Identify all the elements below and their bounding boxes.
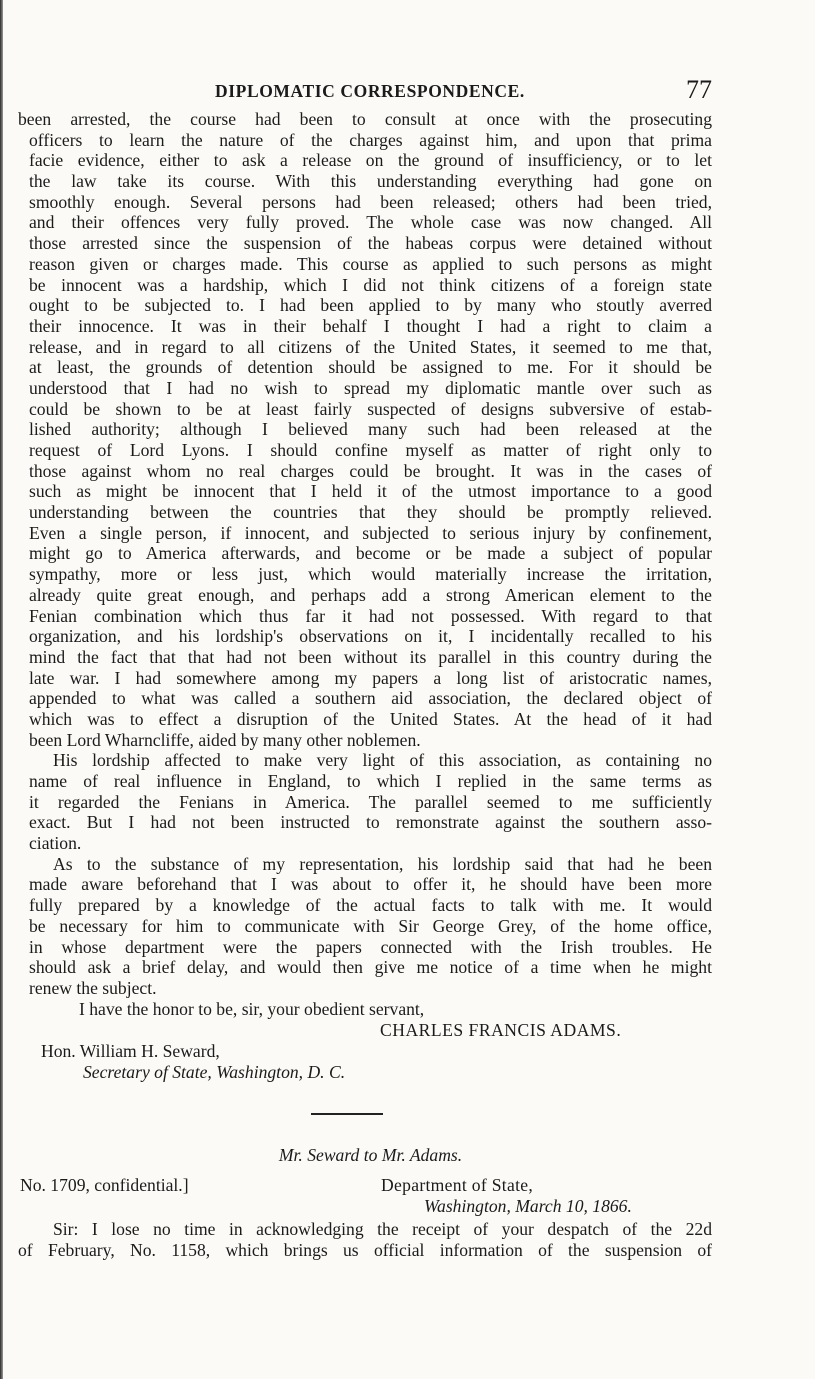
body-line: of February, No. 1158, which brings us official information of the suspension of [18, 1239, 712, 1260]
body-line: which was to effect a disruption of the United States. At the head of it had [29, 708, 712, 729]
addressee-name: Hon. William H. Seward, [41, 1041, 220, 1062]
body-line: facie evidence, either to ask a release on the ground of insufficiency, or to let [29, 150, 712, 171]
body-line: renew the subject. [29, 977, 157, 998]
body-line: ciation. [29, 833, 82, 854]
body-line: be necessary for him to communicate with Sir George Grey, of the home office, [29, 915, 712, 936]
letter-dateline [20, 1175, 712, 1219]
body-line: exact. But I had not been instructed to remonstrate against the southern asso- [29, 812, 712, 833]
body-line: Sir: I lose no time in acknowledging the receipt of your despatch of the 22d [53, 1219, 712, 1240]
body-line: appended to what was called a southern aid association, the declared object of [29, 688, 712, 709]
department-name: Department of State, [381, 1175, 534, 1196]
document-page [18, 75, 712, 1261]
body-line: Even a single person, if innocent, and subjected to serious injury by confinement, [29, 522, 712, 543]
body-line: might go to America afterwards, and become or be made a subject of popular [29, 543, 712, 564]
letter-body [18, 109, 712, 1019]
body-line: made aware beforehand that I was about to offer it, he should have been more [29, 874, 712, 895]
body-line: and their offences very fully proved. The whole case was now changed. All [29, 212, 712, 233]
body-line: smoothly enough. Several persons had been released; others had been tried, [29, 191, 712, 212]
body-line: name of real influence in England, to which I replied in the same terms as [29, 771, 712, 791]
signature: CHARLES FRANCIS ADAMS. [380, 1020, 622, 1041]
body-line: be innocent was a hardship, which I did not think citizens of a foreign state [29, 274, 712, 295]
body-line: been Lord Wharncliffe, aided by many other noblemen. [29, 729, 421, 750]
letter-date: Washington, March 10, 1866. [424, 1196, 632, 1217]
body-line: sympathy, more or less just, which would materially increase the irritation, [29, 564, 712, 585]
letter-heading: Mr. Seward to Mr. Adams. [278, 1145, 463, 1166]
body-line: it regarded the Fenians in America. The parallel seemed to me sufficiently [29, 791, 712, 812]
section-divider [311, 1113, 383, 1115]
body-line: release, and in regard to all citizens of the United States, it seemed to me that, [29, 336, 712, 357]
body-line: His lordship affected to make very light of this association, as containing no [53, 750, 712, 771]
body-line: organization, and his lordship's observations on it, I incidentally recalled to his [29, 626, 712, 647]
body-line: ought to be subjected to. I had been applied to by many who stoutly averred [29, 295, 712, 316]
body-line: mind the fact that that had not been without its parallel in this country during the [29, 646, 712, 667]
body-line: such as might be innocent that I held it of the utmost importance to a good [29, 481, 712, 502]
page-binding-edge [0, 0, 3, 1379]
body-line: reason given or charges made. This course as applied to such persons as might [29, 253, 712, 274]
body-line: already quite great enough, and perhaps add a strong American element to the [29, 584, 712, 605]
body-line: lished authority; although I believed many such had been released at the [29, 419, 712, 440]
body-line: their innocence. It was in their behalf I thought I had a right to claim a [29, 315, 712, 336]
body-line: officers to learn the nature of the charges against him, and upon that prima [29, 129, 712, 150]
body-line: those against whom no real charges could be brought. It was in the cases of [29, 460, 712, 481]
body-line: those arrested since the suspension of the habeas corpus were detained without [29, 233, 712, 254]
closing-line: I have the honor to be, sir, your obedient servant, [79, 998, 425, 1019]
body-line: in whose department were the papers connected with the Irish troubles. He [29, 936, 712, 957]
body-line: fully prepared by a knowledge of the actual facts to talk with me. It would [29, 895, 712, 916]
body-line: Fenian combination which thus far it had not possessed. With regard to that [29, 605, 712, 626]
body-line: could be shown to be at least fairly suspected of designs subversive of estab- [29, 398, 712, 419]
running-title: DIPLOMATIC CORRESPONDENCE. [215, 81, 525, 101]
body-line: should ask a brief delay, and would then give me notice of a time when he might [29, 957, 712, 978]
despatch-number: No. 1709, confidential.] [20, 1175, 189, 1196]
body-line: the law take its course. With this understanding everything had gone on [29, 171, 712, 192]
body-line: late war. I had somewhere among my papers a long list of aristocratic names, [29, 667, 712, 688]
body-line: understanding between the countries that they should be promptly relieved. [29, 502, 712, 523]
body-line: at least, the grounds of detention should be assigned to me. For it should be [29, 357, 712, 378]
page-number: 77 [686, 75, 712, 104]
addressee-title: Secretary of State, Washington, D. C. [83, 1062, 346, 1083]
body-line: As to the substance of my representation, his lordship said that had he been [53, 853, 712, 874]
body-line: request of Lord Lyons. I should confine myself as matter of right only to [29, 440, 712, 460]
running-head [29, 75, 712, 109]
body-line: been arrested, the course had been to consult at once with the prosecuting [18, 109, 712, 129]
body-line: understood that I had no wish to spread my diplomatic mantle over such as [29, 377, 712, 398]
